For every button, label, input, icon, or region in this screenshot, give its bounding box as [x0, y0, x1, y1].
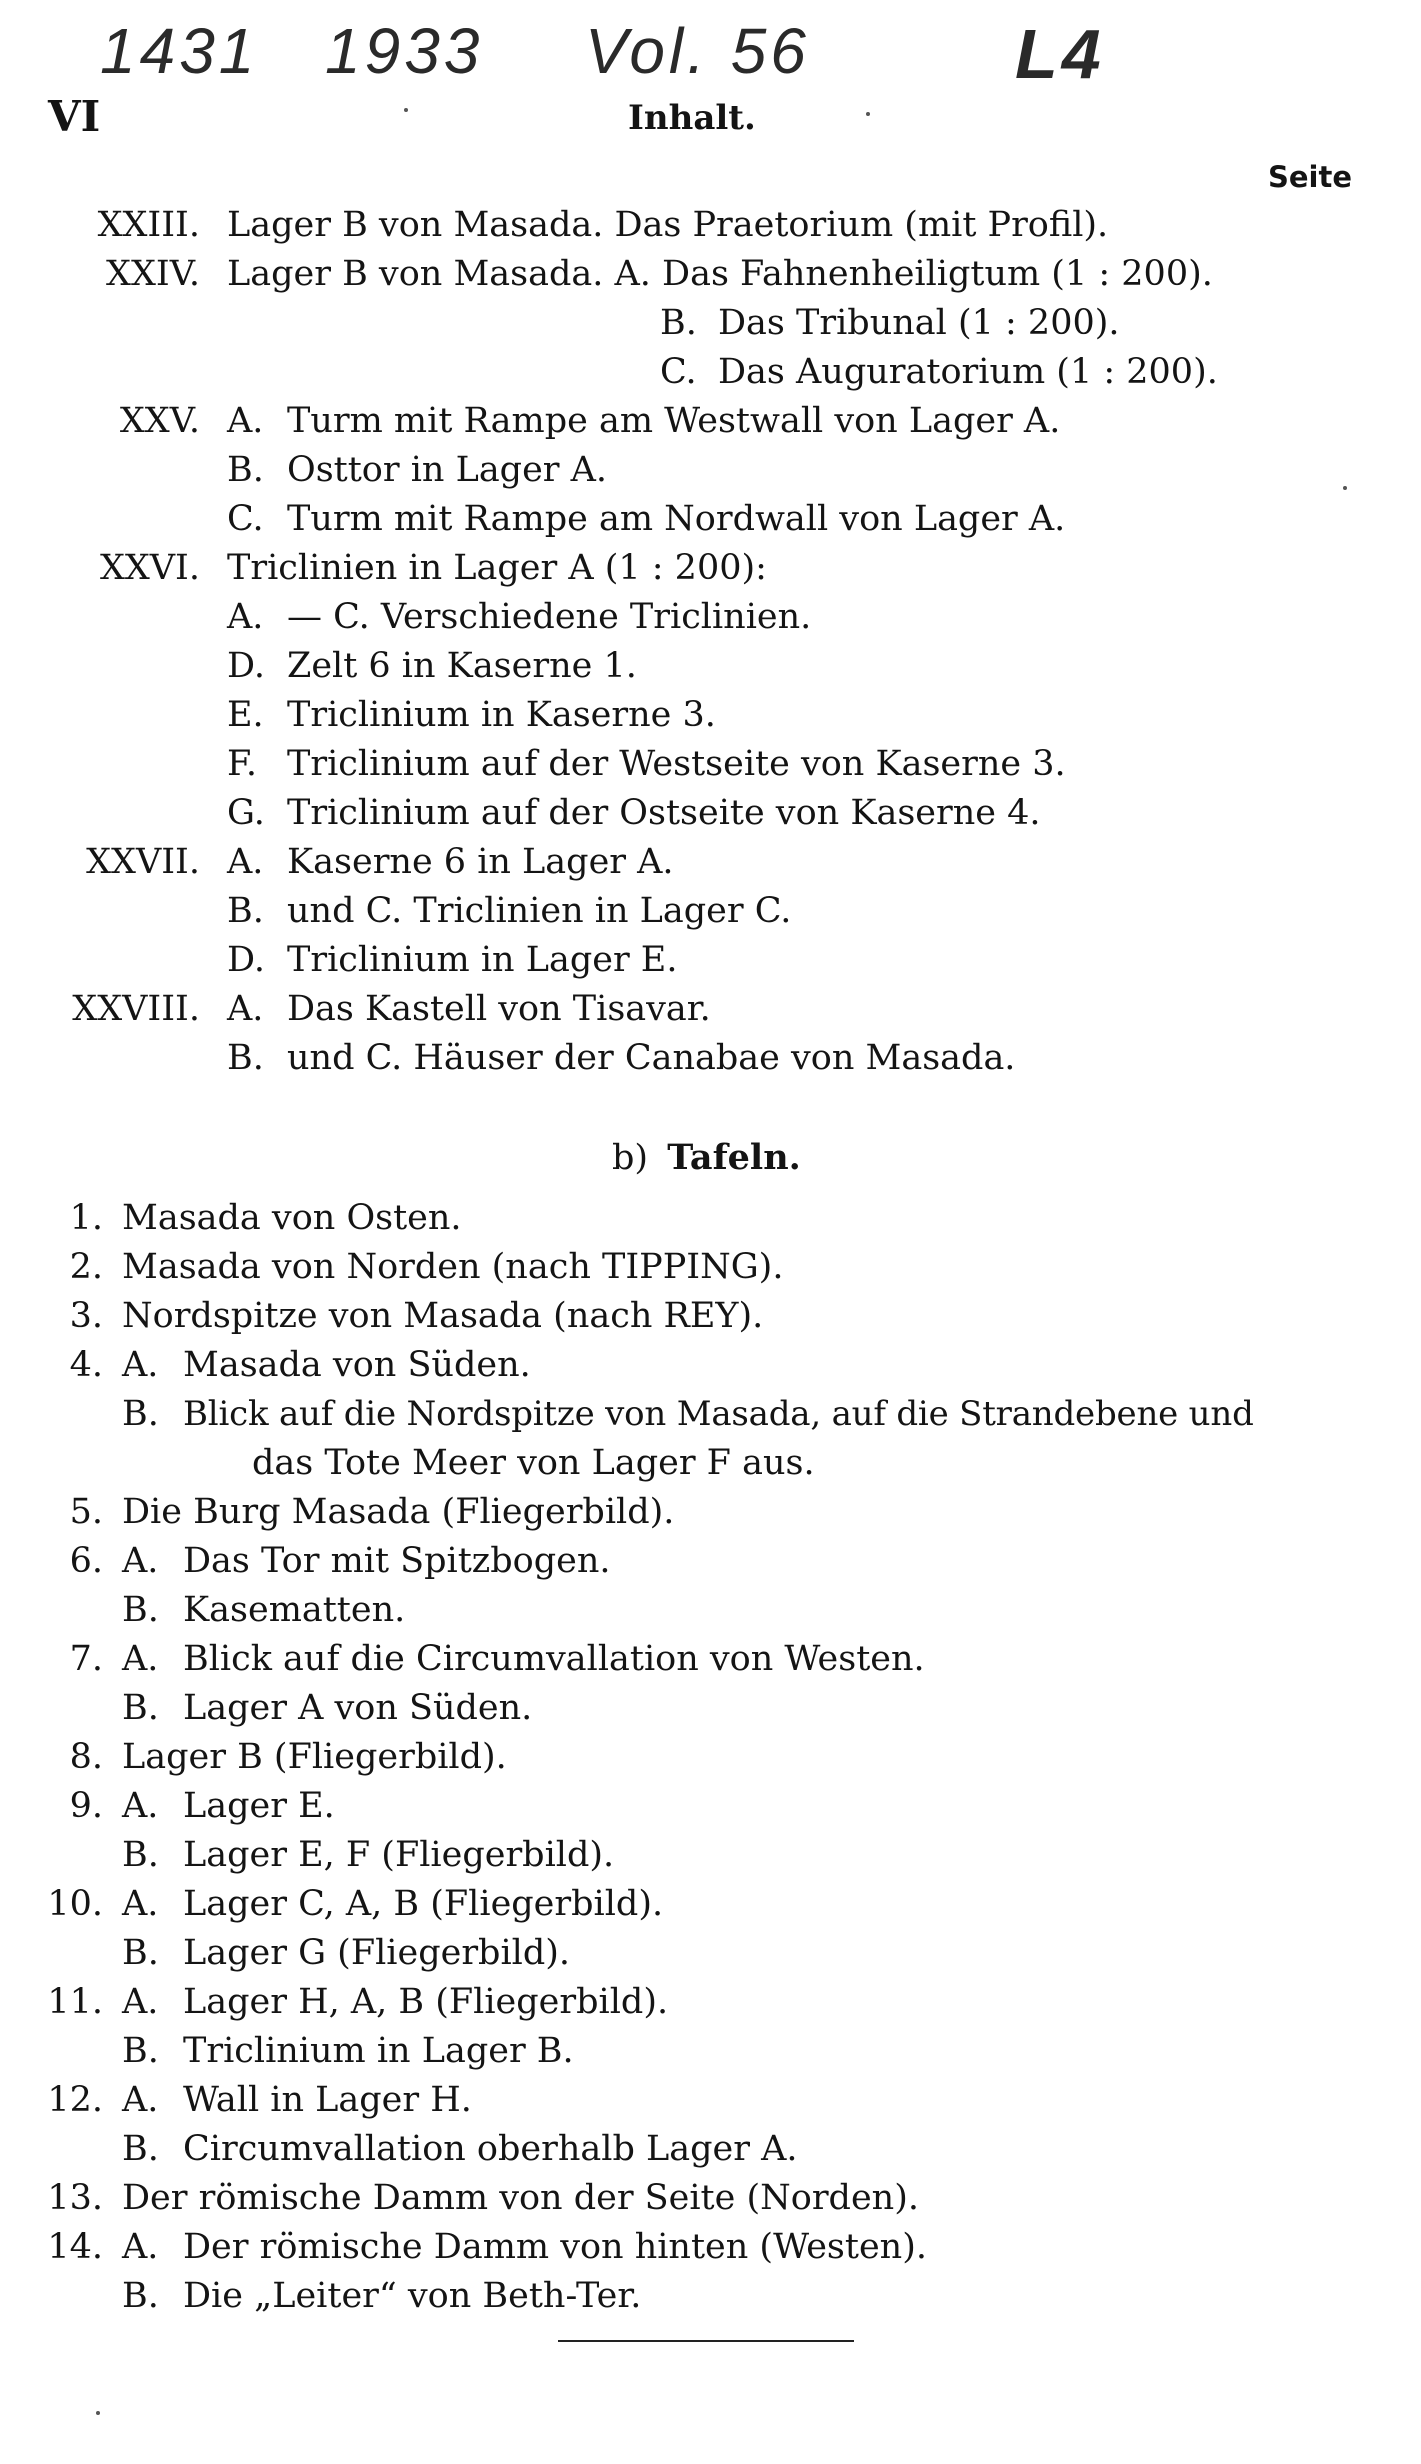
handwritten-annotation: [100, 4, 1200, 96]
list-item: [0, 643, 1421, 689]
item-text: Lager A von Süden.: [183, 1688, 533, 1728]
item-letter: A.: [122, 1345, 159, 1385]
page-number: VI: [48, 92, 101, 141]
list-item: [0, 1293, 1421, 1339]
list-item: [0, 790, 1421, 836]
list-item: [0, 2175, 1421, 2221]
item-letter: A.: [122, 2080, 159, 2120]
item-number: XXVIII.: [72, 989, 200, 1029]
item-text: Masada von Süden.: [183, 1345, 531, 1385]
list-item: [0, 1734, 1421, 1780]
list-item: [0, 2224, 1421, 2270]
item-text: Triclinium auf der Ostseite von Kaserne 4.: [287, 793, 1041, 833]
section-heading: [612, 1135, 912, 1181]
item-text: Lager B von Masada. A. Das Fahnenheiligtum (1 : 200).: [227, 254, 1213, 294]
scan-speck: [866, 112, 870, 116]
item-text: Nordspitze von Masada (nach REY).: [122, 1296, 764, 1336]
item-text: Zelt 6 in Kaserne 1.: [287, 646, 637, 686]
item-letter: B.: [227, 1038, 264, 1078]
list-item: [0, 692, 1421, 738]
item-text: Die „Leiter“ von Beth-Ter.: [183, 2276, 642, 2316]
item-letter: A.: [227, 597, 264, 637]
item-letter: B.: [227, 450, 264, 490]
item-number: 12.: [47, 2080, 103, 2120]
item-letter: A.: [122, 1639, 159, 1679]
list-item: [0, 741, 1421, 787]
list-item: [0, 496, 1421, 542]
item-letter: B.: [660, 303, 697, 343]
item-letter: E.: [227, 695, 264, 735]
item-text: Triclinium in Lager E.: [287, 940, 678, 980]
item-letter: A.: [227, 842, 264, 882]
item-text: und C. Triclinien in Lager C.: [287, 891, 792, 931]
item-text: und C. Häuser der Canabae von Masada.: [287, 1038, 1016, 1078]
item-text: Das Tor mit Spitzbogen.: [183, 1541, 611, 1581]
list-item: [0, 1489, 1421, 1535]
item-text: Der römische Damm von hinten (Westen).: [183, 2227, 927, 2267]
list-item: [0, 349, 1421, 395]
item-text: Triclinien in Lager A (1 : 200):: [227, 548, 767, 588]
item-letter: B.: [122, 1835, 159, 1875]
handwritten-code: L4: [1015, 15, 1105, 93]
item-letter: B.: [122, 1933, 159, 1973]
list-item: [0, 1244, 1421, 1290]
list-item: [0, 594, 1421, 640]
item-text: Masada von Norden (nach TIPPING).: [122, 1247, 784, 1287]
list-item: [0, 2028, 1421, 2074]
item-text: Kaserne 6 in Lager A.: [287, 842, 674, 882]
list-item: [0, 2126, 1421, 2172]
scan-speck: [404, 108, 408, 112]
item-text: Blick auf die Nordspitze von Masada, auf die Strandebene und: [183, 1394, 1254, 1434]
item-number: 10.: [47, 1884, 103, 1924]
list-item: [0, 2077, 1421, 2123]
item-text: Das Tribunal (1 : 200).: [718, 303, 1120, 343]
section-prefix: b): [612, 1138, 649, 1178]
scan-speck: [1343, 486, 1347, 490]
list-item: [0, 1685, 1421, 1731]
item-text: Turm mit Rampe am Nordwall von Lager A.: [287, 499, 1066, 539]
handwritten-shelf-number: 1431: [100, 15, 259, 87]
handwritten-volume: Vol. 56: [585, 15, 810, 87]
item-text: das Tote Meer von Lager F aus.: [252, 1443, 815, 1483]
item-letter: A.: [122, 1982, 159, 2022]
list-item: [0, 2273, 1421, 2319]
item-letter: B.: [122, 1590, 159, 1630]
item-text: Lager H, A, B (Fliegerbild).: [183, 1982, 669, 2022]
item-number: 5.: [69, 1492, 103, 1532]
item-text: Lager G (Fliegerbild).: [183, 1933, 571, 1973]
list-item: [0, 1881, 1421, 1927]
item-number: 11.: [47, 1982, 103, 2022]
list-item: [0, 1587, 1421, 1633]
handwritten-year: 1933: [325, 15, 484, 87]
item-letter: D.: [227, 646, 265, 686]
item-text: Triclinium in Kaserne 3.: [287, 695, 716, 735]
item-number: 8.: [69, 1737, 103, 1777]
item-text: Lager C, A, B (Fliegerbild).: [183, 1884, 664, 1924]
item-number: 4.: [69, 1345, 103, 1385]
list-item: [0, 1783, 1421, 1829]
list-item: [0, 1035, 1421, 1081]
item-number: 1.: [69, 1198, 103, 1238]
item-number: XXVII.: [86, 842, 200, 882]
item-text: Osttor in Lager A.: [287, 450, 608, 490]
list-item: [0, 447, 1421, 493]
list-item: [0, 545, 1421, 591]
list-item: [0, 1979, 1421, 2025]
list-item: [0, 839, 1421, 885]
item-letter: G.: [227, 793, 265, 833]
seite-label: Seite: [1268, 160, 1353, 194]
list-item: [0, 937, 1421, 983]
item-text: Wall in Lager H.: [183, 2080, 472, 2120]
scan-speck: [96, 2411, 100, 2415]
item-number: 7.: [69, 1639, 103, 1679]
item-text: Das Auguratorium (1 : 200).: [718, 352, 1218, 392]
item-number: 6.: [69, 1541, 103, 1581]
item-letter: A.: [122, 2227, 159, 2267]
item-letter: B.: [122, 1688, 159, 1728]
item-text: Triclinium in Lager B.: [183, 2031, 574, 2071]
list-item: [0, 1342, 1421, 1388]
item-letter: D.: [227, 940, 265, 980]
item-text: Circumvallation oberhalb Lager A.: [183, 2129, 798, 2169]
item-letter: A.: [122, 1786, 159, 1826]
item-letter: B.: [122, 2031, 159, 2071]
section-title: Tafeln.: [667, 1137, 801, 1178]
list-item: [0, 202, 1421, 248]
closing-rule: [558, 2340, 854, 2342]
item-text: Blick auf die Circumvallation von Westen.: [183, 1639, 925, 1679]
item-number: 9.: [69, 1786, 103, 1826]
list-item: [0, 1636, 1421, 1682]
item-text: Kasematten.: [183, 1590, 406, 1630]
list-item: [0, 1538, 1421, 1584]
list-item: [0, 398, 1421, 444]
item-letter: C.: [227, 499, 264, 539]
list-item: [0, 1930, 1421, 1976]
item-letter: A.: [122, 1884, 159, 1924]
item-text: Masada von Osten.: [122, 1198, 462, 1238]
item-text: Lager B (Fliegerbild).: [122, 1737, 507, 1777]
item-number: 13.: [47, 2178, 103, 2218]
item-number: 14.: [47, 2227, 103, 2267]
item-letter: A.: [227, 401, 264, 441]
item-number: XXV.: [119, 401, 200, 441]
item-text: Turm mit Rampe am Westwall von Lager A.: [287, 401, 1061, 441]
item-text: Das Kastell von Tisavar.: [287, 989, 711, 1029]
item-letter: B.: [122, 2129, 159, 2169]
item-letter: B.: [122, 1394, 159, 1434]
item-number: XXVI.: [99, 548, 200, 588]
item-text: Lager E.: [183, 1786, 335, 1826]
item-text: Lager B von Masada. Das Praetorium (mit Profil).: [227, 205, 1109, 245]
item-letter: C.: [660, 352, 697, 392]
list-item: [0, 986, 1421, 1032]
item-number: 2.: [69, 1247, 103, 1287]
list-item: [0, 888, 1421, 934]
item-number: 3.: [69, 1296, 103, 1336]
list-item: [0, 251, 1421, 297]
item-letter: A.: [122, 1541, 159, 1581]
list-item: [0, 1832, 1421, 1878]
item-text: Triclinium auf der Westseite von Kaserne 3.: [287, 744, 1066, 784]
item-letter: B.: [122, 2276, 159, 2316]
list-item: [0, 300, 1421, 346]
item-text: Die Burg Masada (Fliegerbild).: [122, 1492, 675, 1532]
list-item: [0, 1195, 1421, 1241]
item-text: Lager E, F (Fliegerbild).: [183, 1835, 615, 1875]
page-title: Inhalt.: [628, 98, 756, 138]
item-letter: A.: [227, 989, 264, 1029]
item-number: XXIV.: [106, 254, 200, 294]
list-item: [0, 1391, 1421, 1437]
item-letter: F.: [227, 744, 257, 784]
item-number: XXIII.: [97, 205, 200, 245]
item-letter: B.: [227, 891, 264, 931]
list-item: [0, 1440, 1421, 1486]
item-text: — C. Verschiedene Triclinien.: [287, 597, 812, 637]
item-text: Der römische Damm von der Seite (Norden).: [122, 2178, 919, 2218]
